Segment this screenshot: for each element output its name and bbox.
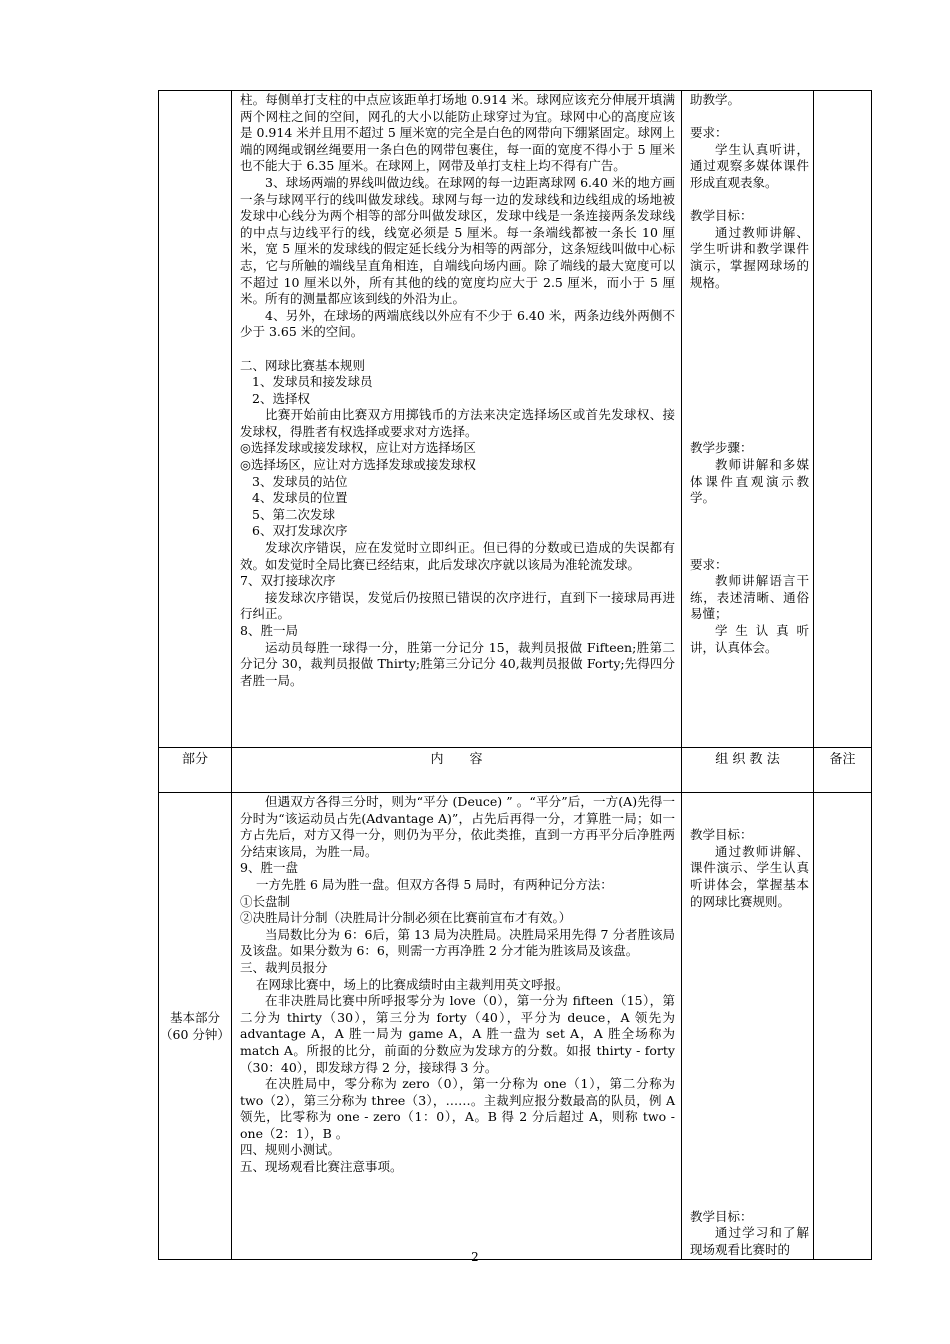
spacer	[690, 1126, 809, 1143]
text-line: 5、第二次发球	[252, 506, 335, 522]
lesson-plan-table	[158, 90, 872, 1260]
text-line: 3、球场两端的界线叫做边线。在球网的每一边距离球网 6.40 米的地方画一条与球网平行的线叫做发球线。球网与每一边的发球线和边线组成的场地被发球中心线分为两个相等的部分叫做发球区，发球中线是一条连接两条发球线的中点与边线平行的线，线宽必须是 5 厘米。每一条端线都被一条长 10 厘米，宽 5 厘米的发球线的假定延长线分为相等的两部分，这条短线叫做中心标志，它与所触的端线呈直角相连，自端线向场内画。除了端线的最大宽度可以不超过 10 厘米以外，所有其他的线的宽度均应大于 2.5 厘米，而小于 5 厘米。所有的测量都应该到线的外沿为止。	[240, 174, 675, 307]
text-line: 助教学。	[690, 92, 741, 107]
text-line: 通过学习和了解现场观看比赛时的	[690, 1225, 809, 1258]
text-line: 在决胜局中，零分称为 zero（0），第一分称为 one（1），第二分称为 two（2），第三分称为 three（3），……。主裁判应报分数最高的队员，例 A 领先，比零称为 one - zero（1：0），A。B 得 2 分后超过 A，则称 two - one（2：1），B 。	[240, 1076, 675, 1141]
content-cell	[232, 793, 682, 1260]
spacer	[690, 1142, 809, 1159]
spacer	[690, 1109, 809, 1126]
text-line: 运动员每胜一球得一分，胜第一分记分 15，裁判员报做 Fifteen;胜第二分记分 30，裁判员报做 Thirty;胜第三分记分 40,裁判员报做 Forty;先得四分者胜一局。	[240, 639, 675, 688]
remarks-cell	[814, 793, 872, 1260]
spacer	[690, 1043, 809, 1060]
method-cell	[682, 793, 814, 1260]
table-header-row	[159, 748, 872, 793]
spacer	[690, 1192, 809, 1209]
text-line: 通过教师讲解、课件演示、学生认真听讲体会，掌握基本的网球比赛规则。	[690, 843, 809, 909]
spacer	[690, 794, 809, 811]
text-line: 五、现场观看比赛注意事项。	[240, 1159, 403, 1175]
text-line: 通过教师讲解、学生听讲和教学课件演示，掌握网球场的规格。	[690, 224, 809, 290]
spacer	[690, 424, 809, 441]
text-line: 3、发球员的站位	[252, 473, 348, 489]
text-line: 教师讲解语言干练，表述清晰、通俗易懂；	[690, 573, 809, 622]
text-line: ②决胜局计分制（决胜局计分制必须在比赛前宣布才有效。）	[240, 910, 572, 926]
table-row-field-spec	[159, 91, 872, 748]
table-row-basic-part	[159, 793, 872, 1260]
text-line: 教学目标：	[690, 827, 753, 843]
text-line: ◎选择发球或接发球权，应让对方选择场区	[240, 440, 476, 456]
text-line: 教学目标：	[690, 208, 753, 224]
section-label: 基本部分（60 分钟）	[159, 793, 232, 1260]
spacer	[690, 523, 809, 540]
spacer	[690, 391, 809, 408]
spacer	[690, 1076, 809, 1093]
spacer	[690, 943, 809, 960]
text-line: 比赛开始前由比赛双方用掷钱币的方法来决定选择场区或首先发球权、接发球权，得胜者有权选择或要求对方选择。	[240, 407, 675, 439]
spacer	[690, 960, 809, 977]
spacer	[690, 540, 809, 557]
spacer	[690, 1010, 809, 1027]
text-line: 学 生 认 真 听 讲，认真体会。	[690, 623, 809, 655]
spacer	[690, 407, 809, 424]
header-method: 组 织 教 法	[682, 748, 814, 793]
header-section: 部分	[159, 748, 232, 793]
method-text	[682, 91, 813, 656]
text-line: 要求：	[690, 125, 728, 141]
spacer	[690, 1060, 809, 1077]
spacer	[690, 324, 809, 341]
spacer	[690, 1159, 809, 1176]
text-line: 教学目标：	[690, 1208, 753, 1224]
text-line: ◎选择场区，应让对方选择发球或接发球权	[240, 457, 476, 473]
header-content: 内 容	[232, 748, 682, 793]
text-line: 一方先胜 6 局为胜一盘。但双方各得 5 局时，有两种记分方法：	[256, 876, 613, 892]
text-line: 9、胜一盘	[240, 860, 298, 876]
text-line: 四、规则小测试。	[240, 1142, 341, 1158]
spacer	[690, 993, 809, 1010]
header-remarks: 备注	[814, 748, 872, 793]
text-line: 接发球次序错误，发觉后仍按照已错误的次序进行，直到下一接球局再进行纠正。	[240, 589, 675, 622]
text-line: 6、双打发球次序	[252, 523, 348, 539]
section-cell-empty	[159, 91, 232, 748]
text-line: 三、裁判员报分	[240, 959, 328, 975]
text-line: 4、另外，在球场的两端底线以外应有不少于 6.40 米，两条边线外两侧不少于 3.65 米的空间。	[240, 307, 675, 340]
spacer	[690, 507, 809, 524]
spacer	[690, 192, 809, 209]
spacer	[690, 1093, 809, 1110]
text-line: 要求：	[690, 556, 728, 572]
text-line: 7、双打接球次序	[240, 573, 336, 589]
spacer	[690, 291, 809, 308]
content-text	[232, 91, 681, 689]
text-line: 2、选择权	[252, 390, 310, 406]
text-line: 但遇双方各得三分时，则为“平分 (Deuce) ” 。“平分”后，一方(A)先得一分时为“该运动员占先(Advantage A)”，占先后再得一分，才算胜一局；如一方占先后，对方又得一分，则仍为平分，依此类推，直到一方再平分后净胜两分结束该局，为胜一局。	[240, 794, 675, 859]
method-text	[682, 793, 813, 1259]
text-line: 1、发球员和接发球员	[252, 374, 373, 390]
spacer	[690, 308, 809, 325]
method-cell	[682, 91, 814, 748]
page-number: 2	[471, 1250, 479, 1264]
spacer	[690, 910, 809, 927]
text-line: 教学步骤：	[690, 440, 753, 456]
text-line: 发球次序错误，应在发觉时立即纠正。但已得的分数或已造成的失误都有效。如发觉时全局比赛已经结束，此后发球次序就以该局为准轮流发球。	[240, 540, 675, 572]
text-line: 在网球比赛中，场上的比赛成绩时由主裁判用英文呼报。	[256, 976, 569, 992]
spacer	[690, 1026, 809, 1043]
spacer	[690, 811, 809, 828]
text-line: 当局数比分为 6：6后，第 13 局为决胜局。决胜局采用先得 7 分者胜该局及该盘。如果分数为 6：6，则需一方再净胜 2 分才能为胜该局及该盘。	[240, 926, 675, 959]
spacer	[690, 341, 809, 358]
content-cell	[232, 91, 682, 748]
spacer	[690, 109, 809, 126]
text-line: 二、网球比赛基本规则	[240, 357, 366, 373]
content-text	[232, 793, 681, 1176]
text-line: 柱。每侧单打支柱的中点应该距单打场地 0.914 米。球网应该充分伸展开填满两个网柱之间的空间，网孔的大小以能防止球穿过为宜。球网中心的高度应该是 0.914 米并且用不超过 5 厘米宽的完全是白色的网带向下绷紧固定。球网上端的网绳或钢丝绳要用一条白色的网带包裹住，每一面的宽度不得小于 5 厘米也不能大于 6.35 厘米。在球网上，网带及单打支柱上均不得有广告。	[240, 92, 675, 174]
text-line: 4、发球员的位置	[252, 490, 348, 506]
spacer	[690, 358, 809, 375]
text-line: 教师讲解和多媒体课件直观演示教学。	[690, 457, 809, 506]
remarks-cell	[814, 91, 872, 748]
spacer	[690, 977, 809, 994]
text-line: ①长盘制	[240, 893, 291, 909]
spacer	[690, 927, 809, 944]
text-line: 学生认真听讲，通过观察多媒体课件形成直观表象。	[690, 141, 809, 190]
spacer	[690, 1176, 809, 1193]
text-line: 在非决胜局比赛中所呼报零分为 love（0），第一分为 fifteen（15），第二分为 thirty（30），第三分为 forty（40），平分为 deuce，A 领先为 advantage A，A 胜一局为 game A，A 胜一盘为 set A，A 胜全场称为 match A。所报的比分，前面的分数应为发球方的分数。如报 thirty - forty（30：40），即发球方得 2 分，接球得 3 分。	[240, 993, 675, 1075]
spacer	[240, 341, 675, 358]
text-line: 8、胜一局	[240, 623, 298, 638]
spacer	[690, 374, 809, 391]
